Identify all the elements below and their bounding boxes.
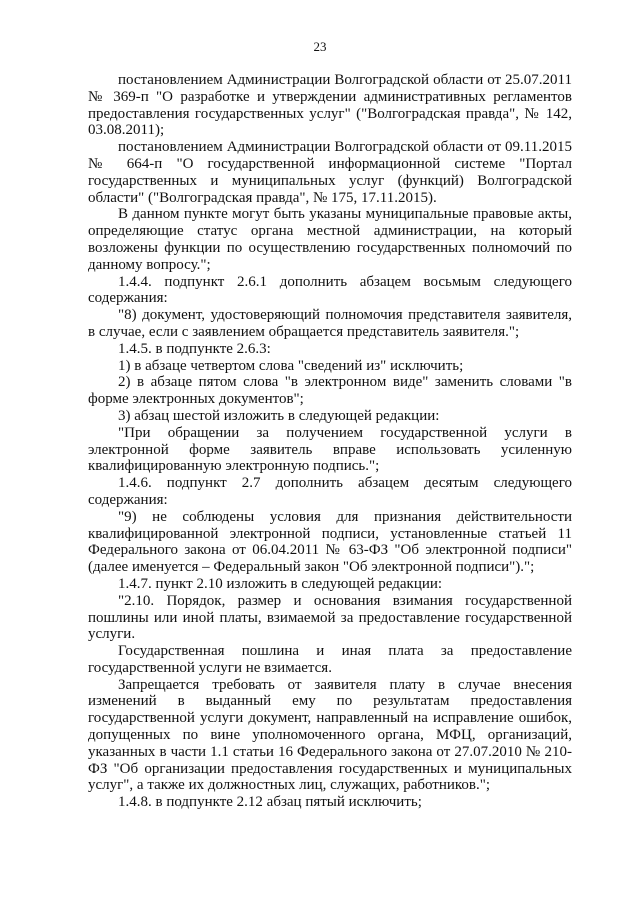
paragraph: 1.4.8. в подпункте 2.12 абзац пятый исключить; [118,794,422,811]
page-number: 23 [313,39,327,54]
paragraph: 3) абзац шестой изложить в следующей редакции: [118,407,440,424]
paragraph: Государственная пошлина и иная плата за предоставление государственной услуги не взимается. [88,643,572,676]
paragraph: постановлением Администрации Волгоградской области от 09.11.2015 № 664-п "О государственной информационной системе "Портал государственных и муниципальных услуг (функций) Волгоградской области" ("Волгоградская правда", № 175, 17.11.2015). [88,139,572,206]
paragraph: 1.4.4. подпункт 2.6.1 дополнить абзацем восьмым следующего содержания: [88,273,572,307]
paragraph: "2.10. Порядок, размер и основания взимания государственной пошлины или иной платы, взимаемой за предоставление государственной услуги. [88,592,572,643]
paragraph: 2) в абзаце пятом слова "в электронном виде" заменить словами "в форме электронных документов"; [88,374,572,408]
paragraph: 1.4.5. в подпункте 2.6.3: [118,340,271,357]
paragraph: 1.4.6. подпункт 2.7 дополнить абзацем десятым следующего содержания: [88,475,572,508]
paragraph: 1.4.7. пункт 2.10 изложить в следующей редакции: [118,575,443,592]
paragraph: постановлением Администрации Волгоградской области от 25.07.2011 № 369-п "О разработке и утверждении административных регламентов предоставления государственных услуг" ("Волгоградская правда", № 142, 03.08.2011); [88,72,572,139]
paragraph: "9) не соблюдены условия для признания действительности квалифицированной электронной подписи, установленные статьей 11 Федерального закона от 06.04.2011 № 63-ФЗ "Об электронной подписи" (далее именуется – Федеральный закон "Об электронной подписи")."; [88,508,572,576]
paragraph: "При обращении за получением государственной услуги в электронной форме заявитель вправе использовать усиленную квалифицированную электронную подпись."; [88,424,572,475]
paragraph: 1) в абзаце четвертом слова "сведений из" исключить; [118,357,464,374]
paragraph: Запрещается требовать от заявителя плату в случае внесения изменений в выданный ему по результатам предоставления государственной услуги документ, направленный на исправление ошибок, допущенных по вине уполномоченного органа, МФЦ, организаций, указанных в части 1.1 статьи 16 Федерального закона от 27.07.2010 № 210-ФЗ "Об организации предоставления государственных и муниципальных услуг", а также их должностных лиц, служащих, работников."; [88,676,572,794]
document-body [88,72,572,811]
paragraph: В данном пункте могут быть указаны муниципальные правовые акты, определяющие статус органа местной администрации, на который возложены функции по осуществлению государственных полномочий по данному вопросу."; [88,206,572,273]
paragraph: "8) документ, удостоверяющий полномочия представителя заявителя, в случае, если с заявлением обращается представитель заявителя."; [88,307,572,340]
